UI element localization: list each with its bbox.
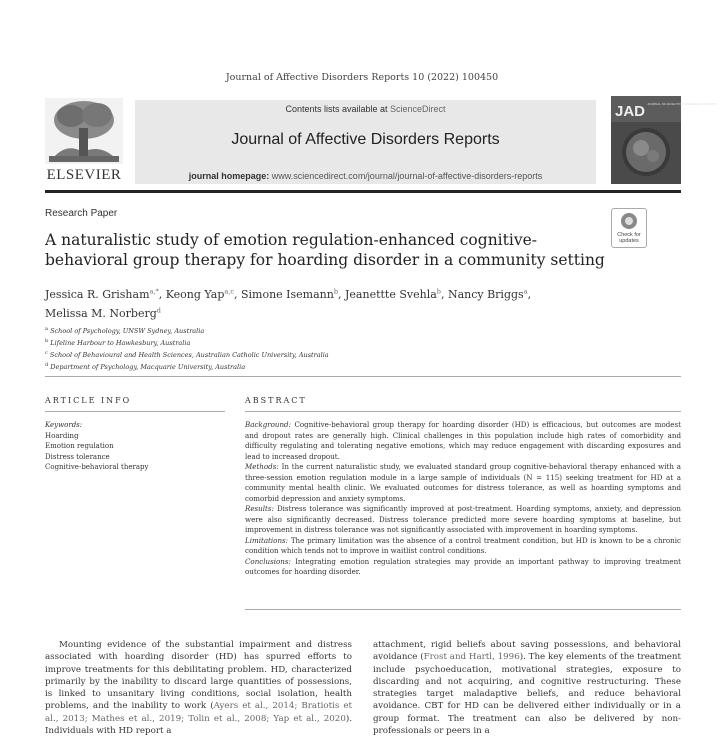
author[interactable]: Simone Isemann$^b$, bbox=[240, 287, 342, 301]
cover-subtitle: JOURNAL OF AFFECTIVE DISORDERS REPORTS bbox=[647, 102, 718, 106]
affiliation: $^b$ Lifeline Harbour to Hawkesbury, Australia bbox=[45, 338, 191, 348]
body-column-left: Mounting evidence of the substantial impairment and distress associated with hoarding disorder (HD) has spurred efforts to improve treatments for this debilitating problem. HD, characterized primarily by the inability to discard large quantities of possessions, is linked to unsanitary living conditions, social isolation, health problems, and the inability to work (Ayers et al., 2014; Bratiotis et al., 2013; Mathes et al., 2019; Tolin et al., 2008; Yap et al., 2020). Individuals with HD report a bbox=[45, 640, 352, 737]
homepage-url-link[interactable]: www.sciencedirect.com/journal/journal-of-affective-disorders-reports bbox=[271, 171, 543, 181]
abstract-conclusions: Conclusions: Integrating emotion regulation strategies may provide an important pathway to improving treatment outcomes for hoarding disorder. bbox=[245, 556, 681, 576]
body-column-right: attachment, rigid beliefs about saving possessions, and behavioral avoidance (Frost and Hartl, 1996). The key elements of the treatment include psychoeducation, motivational strategies, exposure to discarding and not acquiring, and cognitive restructuring. These strategies target maladaptive beliefs, and reduce behavioral avoidance. CBT for HD can be delivered either individually or in a group format. The treatment can also be delivered by non-professionals or peers in a bbox=[373, 640, 682, 737]
author[interactable]: Nancy Briggs$^a$, bbox=[447, 287, 532, 301]
author[interactable]: Jessica R. Grisham$^{a,*}$, bbox=[45, 287, 163, 301]
article-info-heading: ARTICLE INFO bbox=[45, 396, 132, 405]
contents-availability bbox=[135, 104, 596, 114]
elsevier-logo[interactable] bbox=[45, 98, 123, 184]
citation-link[interactable]: Frost and Hartl, 1996 bbox=[423, 652, 520, 663]
contents-prefix: Contents lists available at bbox=[285, 104, 391, 114]
check-updates-line2: updates bbox=[619, 238, 639, 244]
journal-homepage bbox=[135, 171, 596, 181]
author[interactable]: Jeanettte Svehla$^b$, bbox=[345, 287, 445, 301]
cover-abbrev: JAD bbox=[615, 103, 646, 120]
journal-citation: Journal of Affective Disorders Reports 10 (2022) 100450 bbox=[225, 72, 499, 83]
affiliation: $^a$ School of Psychology, UNSW Sydney, Australia bbox=[45, 326, 205, 336]
keyword[interactable]: Hoarding bbox=[45, 431, 79, 440]
journal-cover-image[interactable] bbox=[611, 96, 718, 184]
article-info-rule bbox=[45, 411, 225, 412]
author[interactable]: Melissa M. Norberg$^d$ bbox=[45, 306, 161, 321]
abstract-heading: ABSTRACT bbox=[245, 396, 307, 405]
journal-cover-art bbox=[611, 96, 718, 184]
header-divider bbox=[45, 190, 681, 193]
abstract-end-rule bbox=[245, 609, 681, 610]
elsevier-tree-icon bbox=[45, 98, 123, 164]
keywords-block bbox=[45, 420, 225, 473]
elsevier-wordmark: ELSEVIER bbox=[46, 167, 122, 183]
keyword[interactable]: Distress tolerance bbox=[45, 452, 110, 461]
sciencedirect-link[interactable]: ScienceDirect bbox=[390, 104, 446, 114]
abstract-background: Background: Cognitive-behavioral group therapy for hoarding disorder (HD) is efficacious, but outcomes are modest and dropout rates are generally high. Clinical challenges in this population include high rates of comorbidity and difficulty regulating and tolerating negative emotions, which may reduce engagement with discarding exposures and lead to increased dropout. bbox=[245, 420, 681, 461]
affiliations bbox=[45, 324, 545, 373]
abstract-limitations: Limitations: The primary limitation was the absence of a control treatment condition, but HD is known to be a chronic condition which tends not to improve in waitlist control conditions. bbox=[245, 535, 681, 555]
author-list bbox=[45, 283, 625, 322]
journal-name[interactable]: Journal of Affective Disorders Reports bbox=[231, 131, 500, 148]
author[interactable]: Keong Yap$^{a,c}$, bbox=[165, 287, 238, 301]
keyword[interactable]: Cognitive-behavioral therapy bbox=[45, 463, 149, 471]
keyword[interactable]: Emotion regulation bbox=[45, 442, 114, 450]
check-for-updates-button[interactable] bbox=[611, 208, 647, 248]
abstract-methods: Methods: In the current naturalistic study, we evaluated standard group cognitive-behavioral therapy enhanced with a three-session emotion regulation module in a large sample of individuals (N = 115) seeking treatment for HD at a community mental health clinic. We evaluated outcomes for distress tolerance, as well as hoarding symptoms and comorbid depression and anxiety symptoms. bbox=[245, 462, 681, 503]
citation-link[interactable]: Ayers et al., 2014; Bratiotis et al., 2013; Mathes et al., 2019; Tolin et al., 2008; Yap et al., 2020 bbox=[45, 701, 352, 724]
homepage-label: journal homepage: bbox=[188, 171, 270, 181]
check-updates-line1: Check for bbox=[617, 232, 641, 238]
check-updates-icon bbox=[620, 212, 638, 230]
info-divider bbox=[45, 376, 681, 377]
abstract-rule bbox=[245, 411, 681, 412]
article-title: A naturalistic study of emotion regulation-enhanced cognitive-behavioral group therapy for hoarding disorder in a community setting bbox=[45, 231, 605, 269]
keywords-label: Keywords: bbox=[45, 421, 83, 429]
abstract-results: Results: Distress tolerance was significantly improved at post-treatment. Hoarding symptoms, anxiety, and depression were also significantly decreased. Distress tolerance predicted more severe hoarding symptoms at baseline, but improvement in distress tolerance was not significantly associated with improvement in hoarding symptoms. bbox=[245, 504, 681, 534]
article-type: Research Paper bbox=[45, 208, 118, 219]
affiliation: $^c$ School of Behavioural and Health Sciences, Australian Catholic University, Australia bbox=[45, 350, 329, 360]
affiliation: $^d$ Department of Psychology, Macquarie University, Australia bbox=[45, 362, 246, 372]
abstract-body bbox=[245, 420, 681, 578]
